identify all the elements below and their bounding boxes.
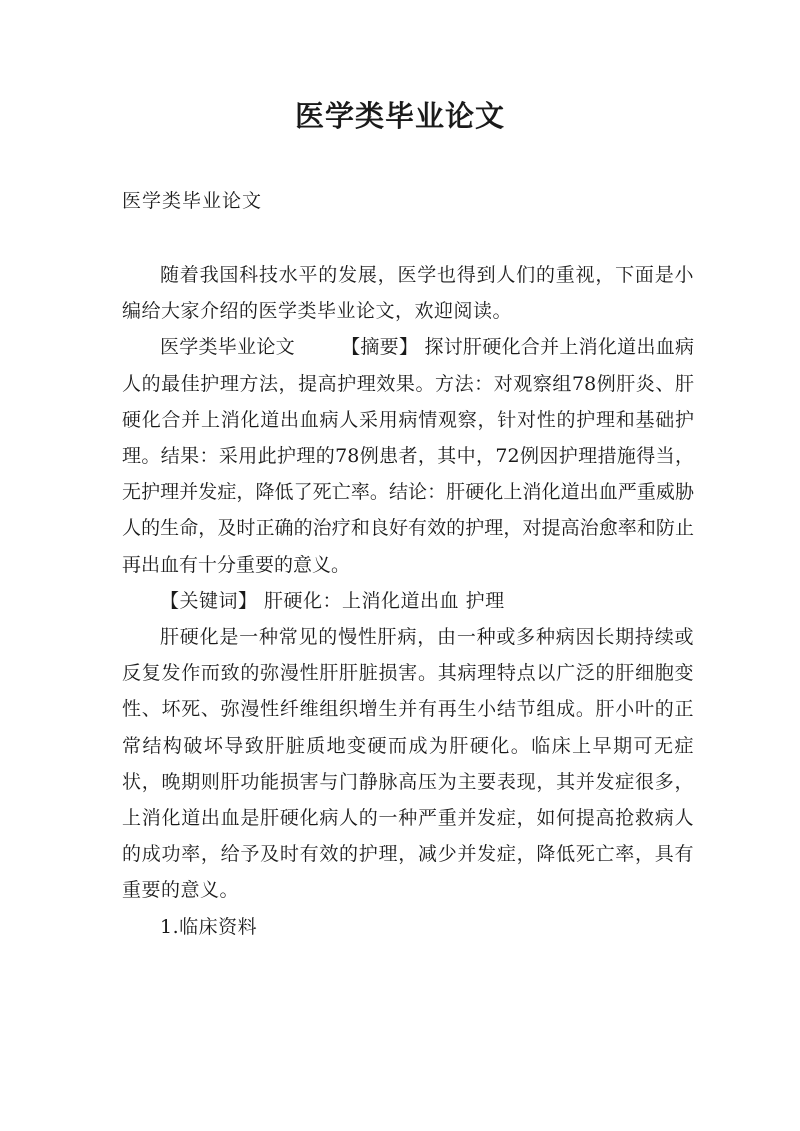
document-subtitle: 医学类毕业论文 <box>122 190 263 212</box>
intro-paragraph: 随着我国科技水平的发展，医学也得到人们的重视，下面是小编给大家介绍的医学类毕业论文，欢迎阅读。 <box>122 264 694 323</box>
body-paragraph: 肝硬化是一种常见的慢性肝病，由一种或多种病因长期持续或反复发作而致的弥漫性肝肝脏损害。其病理特点以广泛的肝细胞变性、坏死、弥漫性纤维组织增生并有再生小结节组成。肝小叶的正常结构破坏导致肝脏质地变硬而成为肝硬化。临床上早期可无症状，晚期则肝功能损害与门静脉高压为主要表现，其并发症很多，上消化道出血是肝硬化病人的一种严重并发症，如何提高抢救病人的成功率，给予及时有效的护理，减少并发症，降低死亡率，具有重要的意义。 <box>122 626 694 902</box>
section-heading: 1.临床资料 <box>160 915 258 938</box>
abstract-paragraph <box>122 329 694 582</box>
keywords-paragraph: 【关键词】 肝硬化：上消化道出血 护理 <box>160 589 505 612</box>
abstract-text: 【摘要】 探讨肝硬化合并上消化道出血病人的最佳护理方法，提高护理效果。方法：对观察组78例肝炎、肝硬化合并上消化道出血病人采用病情观察，针对性的护理和基础护理。结果：采用此护理的78例患者，其中，72例因护理措施得当，无护理并发症，降低了死亡率。结论：肝硬化上消化道出血严重威胁人的生命，及时正确的治疗和良好有效的护理，对提高治愈率和防止再出血有十分重要的意义。 <box>122 336 694 576</box>
document-title: 医学类毕业论文 <box>294 99 505 133</box>
document-body <box>122 257 694 945</box>
abstract-label: 医学类毕业论文 <box>160 336 295 359</box>
